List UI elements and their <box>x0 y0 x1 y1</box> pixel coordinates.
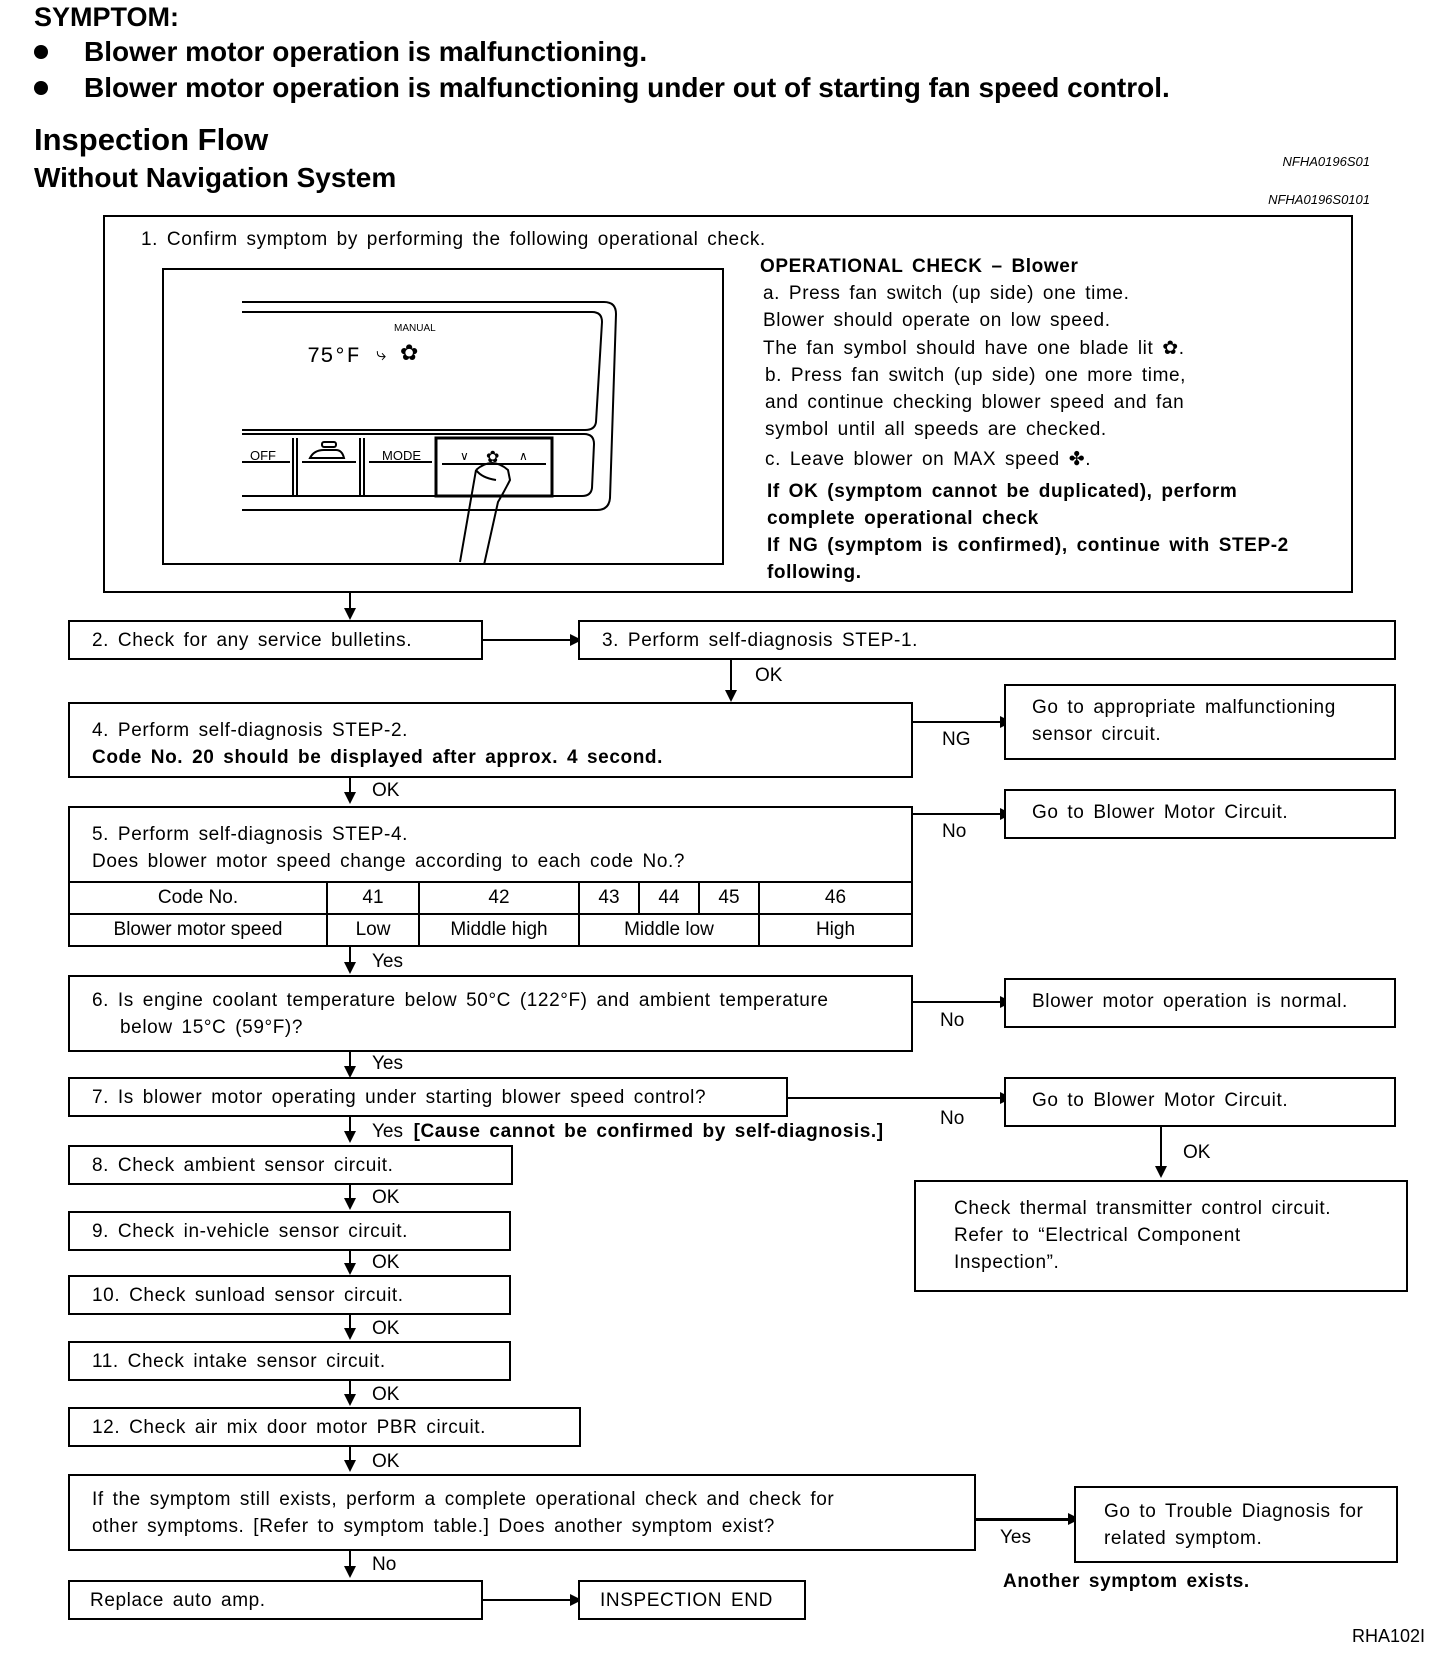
blower-circuit-box: Go to Blower Motor Circuit. <box>1004 789 1396 839</box>
ref-code: NFHA0196S0101 <box>1268 192 1370 207</box>
fan-down-button: ∨ <box>460 449 469 463</box>
no-label: No <box>940 1108 965 1129</box>
figure-id: RHA102I <box>1352 1626 1426 1646</box>
table-row: Blower motor speed Low Middle high Middle low High <box>69 914 912 946</box>
ng-label: NG <box>942 729 971 750</box>
arrow-down-icon <box>344 1263 356 1275</box>
bullet-icon <box>34 81 48 95</box>
ok-label: OK <box>372 1187 400 1208</box>
step9-box: 9. Check in-vehicle sensor circuit. <box>68 1211 511 1251</box>
symptom-item: Blower motor operation is malfunctioning under out of starting fan speed control. <box>34 72 1170 104</box>
ac-control-panel-icon <box>164 270 724 565</box>
step10-box: 10. Check sunload sensor circuit. <box>68 1275 511 1315</box>
step7-box: 7. Is blower motor operating under starting blower speed control? <box>68 1077 788 1117</box>
svg-text:✿: ✿ <box>400 341 419 366</box>
op-check-result: If OK (symptom cannot be duplicated), perform <box>767 481 1238 502</box>
off-button: OFF <box>250 448 276 463</box>
subsection-title: Without Navigation System <box>34 162 397 193</box>
symptom-heading: SYMPTOM: <box>34 2 180 32</box>
no-label: No <box>372 1554 397 1575</box>
arrow-down-icon <box>344 608 356 620</box>
manual-label: MANUAL <box>394 323 436 334</box>
no-label: No <box>942 821 967 842</box>
ok-label: OK <box>372 780 400 801</box>
fan-up-button: ∧ <box>519 449 528 463</box>
thermal-box: Check thermal transmitter control circuit. Refer to “Electrical Component Inspection”. <box>914 1180 1408 1292</box>
arrow-down-icon <box>344 1328 356 1340</box>
arrow-down-icon <box>344 962 356 974</box>
arrow-down-icon <box>344 1566 356 1578</box>
op-check-result: complete operational check <box>767 508 1039 529</box>
symptom-item: Blower motor operation is malfunctioning. <box>34 36 647 68</box>
op-check-line: The fan symbol should have one blade lit ✿. <box>763 338 1185 359</box>
op-check-line: b. Press fan switch (up side) one more time, <box>765 365 1187 386</box>
ok-label: OK <box>755 665 783 686</box>
sensor-circuit-box: Go to appropriate malfunctioning sensor circuit. <box>1004 684 1396 760</box>
arrow-down-icon <box>344 1394 356 1406</box>
ok-label: OK <box>372 1451 400 1472</box>
yes-label: Yes <box>372 1053 403 1074</box>
blower-circuit-box: Go to Blower Motor Circuit. <box>1004 1077 1396 1127</box>
normal-box: Blower motor operation is normal. <box>1004 978 1396 1028</box>
control-panel-illustration <box>162 268 724 565</box>
inspection-end-box: INSPECTION END <box>578 1580 806 1620</box>
yes-label: Yes <box>1000 1527 1031 1548</box>
step2-box: 2. Check for any service bulletins. <box>68 620 483 660</box>
arrow-down-icon <box>344 792 356 804</box>
step8-box: 8. Check ambient sensor circuit. <box>68 1145 513 1185</box>
fan-max-icon: ✤. <box>1068 449 1092 470</box>
svg-text:⤷: ⤷ <box>376 344 387 365</box>
ok-label: OK <box>372 1318 400 1339</box>
ok-label: OK <box>372 1252 400 1273</box>
op-check-line: a. Press fan switch (up side) one time. <box>763 283 1130 304</box>
step3-box: 3. Perform self-diagnosis STEP-1. <box>578 620 1396 660</box>
fan-one-blade-icon: ✿. <box>1162 338 1185 359</box>
trouble-diagnosis-box: Go to Trouble Diagnosis for related symptom. <box>1074 1486 1398 1563</box>
op-check-title: OPERATIONAL CHECK – Blower <box>760 256 1079 277</box>
table-row: Code No. 41 42 43 44 45 46 <box>69 882 912 914</box>
step1-text: 1. Confirm symptom by performing the following operational check. <box>141 229 766 250</box>
op-check-line: c. Leave blower on MAX speed ✤. <box>765 449 1092 470</box>
no-label: No <box>940 1010 965 1031</box>
code-table <box>68 881 913 947</box>
arrow-down-icon <box>725 690 737 702</box>
yes-note: Yes [Cause cannot be confirmed by self-diagnosis.] <box>372 1121 884 1142</box>
yes-label: Yes <box>372 951 403 972</box>
ok-label: OK <box>372 1384 400 1405</box>
mode-button: MODE <box>382 448 421 463</box>
step5-box: 5. Perform self-diagnosis STEP-4. Does blower motor speed change according to each code No.? <box>68 806 913 883</box>
ref-code: NFHA0196S01 <box>1282 154 1370 169</box>
arrow-down-icon <box>344 1131 356 1143</box>
op-check-result: If NG (symptom is confirmed), continue with STEP-2 <box>767 535 1289 556</box>
op-check-line: Blower should operate on low speed. <box>763 310 1111 331</box>
svg-text:✿: ✿ <box>486 447 500 466</box>
op-check-result: following. <box>767 562 862 583</box>
step4-box: 4. Perform self-diagnosis STEP-2. Code No. 20 should be displayed after approx. 4 second. <box>68 702 913 778</box>
arrow-down-icon <box>1155 1166 1167 1178</box>
arrow-down-icon <box>344 1460 356 1472</box>
bullet-icon <box>34 45 48 59</box>
temp-display: 75°F <box>307 344 360 369</box>
ok-label: OK <box>1183 1142 1211 1163</box>
step11-box: 11. Check intake sensor circuit. <box>68 1341 511 1381</box>
op-check-line: and continue checking blower speed and fan <box>765 392 1185 413</box>
arrow-down-icon <box>344 1198 356 1210</box>
final-check-box: If the symptom still exists, perform a complete operational check and check for other symptoms. [Refer to symptom table.] Does another symptom exist? <box>68 1474 976 1551</box>
another-symptom-note: Another symptom exists. <box>1003 1571 1250 1592</box>
step12-box: 12. Check air mix door motor PBR circuit. <box>68 1407 581 1447</box>
op-check-line: symbol until all speeds are checked. <box>765 419 1107 440</box>
replace-box: Replace auto amp. <box>68 1580 483 1620</box>
step6-box: 6. Is engine coolant temperature below 50°C (122°F) and ambient temperature below 15°C (59°F)? <box>68 975 913 1052</box>
section-title: Inspection Flow <box>34 122 269 157</box>
